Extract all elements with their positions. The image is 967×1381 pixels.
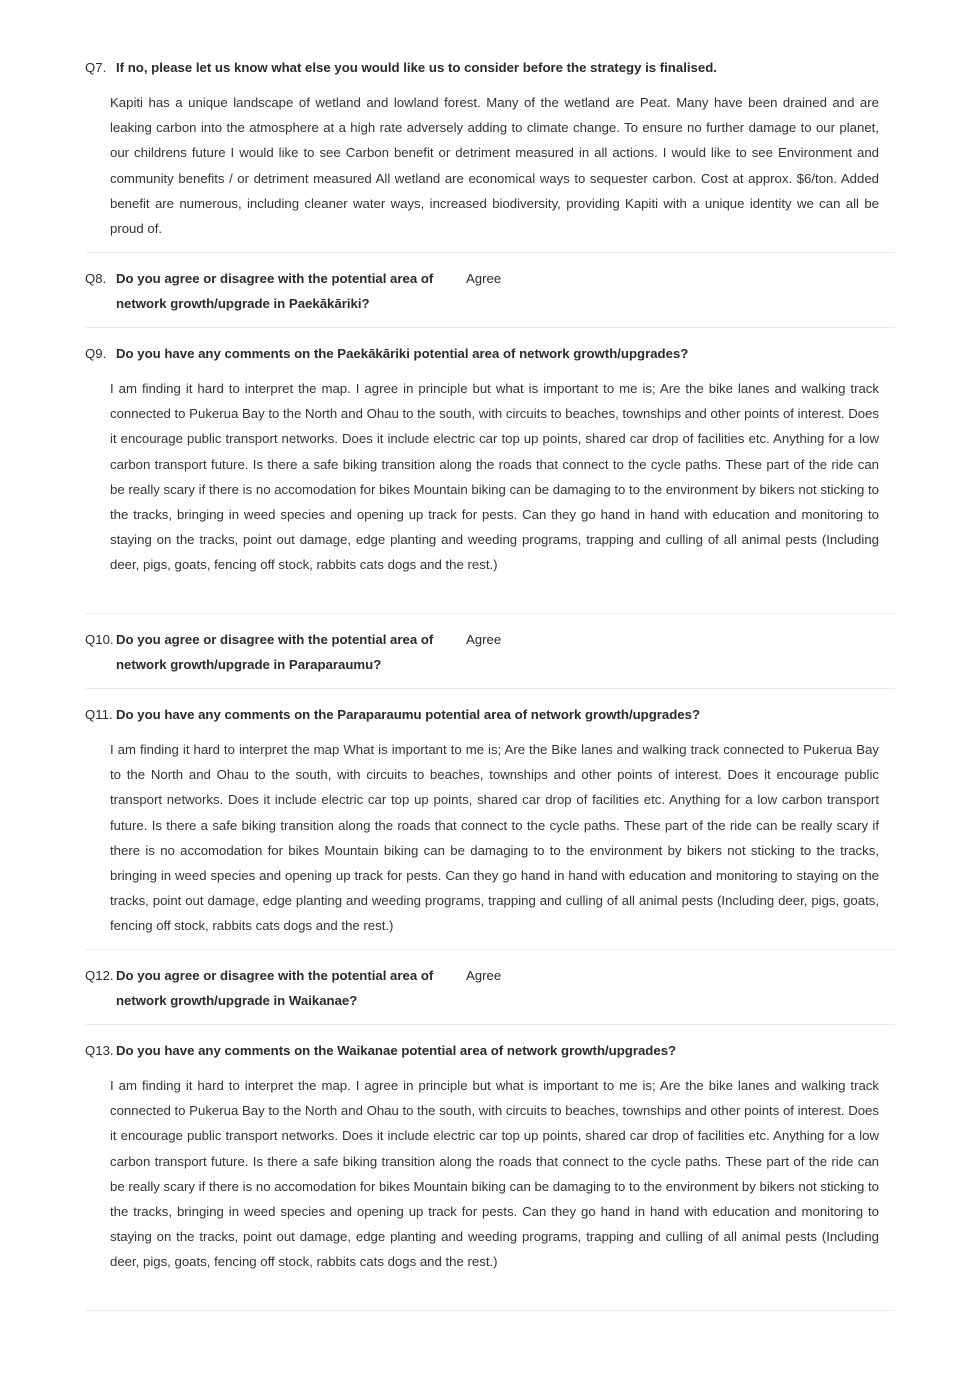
question-q11: [85, 702, 895, 939]
question-number: Q13.: [85, 1043, 114, 1058]
question-number: Q9.: [85, 346, 107, 361]
question-row: [85, 702, 895, 727]
question-text: Do you agree or disagree with the potential area of network growth/upgrade in Paekākāriki?: [116, 271, 434, 311]
question-number: Q12.: [85, 968, 114, 983]
question-text: Do you agree or disagree with the potential area of network growth/upgrade in Paraparaumu?: [116, 632, 434, 672]
divider: [85, 613, 895, 614]
answer-value: Agree: [466, 271, 502, 286]
question-row: [85, 55, 895, 80]
question-number: Q11.: [85, 707, 113, 722]
question-row: [85, 341, 895, 366]
question-row: [85, 627, 895, 677]
divider: [85, 949, 895, 950]
answer-text: Kapiti has a unique landscape of wetland and lowland forest. Many of the wetland are Peat. Many have been drained and are leaking carbon into the atmosphere at a high rate adversely adding to climate change. To ensure no further damage to our planet, our childrens future I would like to see Carbon benefit or detriment measured in all actions. I would like to see Environment and community benefits / or detriment measured All wetland are economical ways to sequester carbon. Cost at approx. $6/ton. Added benefit are numerous, including cleaner water ways, increased biodiversity, providing Kapiti with a unique identity we can all be proud of.: [110, 95, 879, 237]
answer-text: I am finding it hard to interpret the map. I agree in principle but what is important to me is; Are the bike lanes and walking track connected to Pukerua Bay to the North and Ohau to the south, with circuits to beaches, townships and other points of interest. Does it encourage public transport networks. Does it include electric car top up points, shared car drop of facilities etc. Anything for a low carbon transport future. Is there a safe biking transition along the roads that connect to the cycle paths. These part of the ride can be really scary if there is no accomodation for bikes Mountain biking can be damaging to to the environment by bikers not sticking to the tracks, bringing in weed species and opening up track for pests. Can they go hand in hand with education and monitoring to staying on the tracks, point out damage, edge planting and weeding programs, trapping and culling of all animal pests (Including deer, pigs, goats, fencing off stock, rabbits cats dogs and the rest.): [110, 381, 879, 573]
question-text: Do you have any comments on the Waikanae potential area of network growth/upgrades?: [116, 1043, 677, 1058]
answer-text: I am finding it hard to interpret the map. I agree in principle but what is important to me is; Are the bike lanes and walking track connected to Pukerua Bay to the North and Ohau to the south, with circuits to beaches, townships and other points of interest. Does it encourage public transport networks. Does it include electric car top up points, shared car drop of facilities etc. Anything for a low carbon transport future. Is there a safe biking transition along the roads that connect to the cycle paths. These part of the ride can be really scary if there is no accomodation for bikes Mountain biking can be damaging to to the environment by bikers not sticking to the tracks, bringing in weed species and opening up track for pests. Can they go hand in hand with education and monitoring to staying on the tracks, point out damage, edge planting and weeding programs, trapping and culling of all animal pests (Including deer, pigs, goats, fencing off stock, rabbits cats dogs and the rest.): [110, 1078, 879, 1270]
question-text: Do you agree or disagree with the potential area of network growth/upgrade in Waikanae?: [116, 968, 434, 1008]
question-text: Do you have any comments on the Paraparaumu potential area of network growth/upgrades?: [116, 707, 701, 722]
divider: [85, 1310, 895, 1311]
divider: [85, 327, 895, 328]
question-number: Q8.: [85, 271, 107, 286]
question-q12: [85, 963, 895, 1013]
answer-value: Agree: [466, 632, 502, 647]
question-q13: [85, 1038, 895, 1275]
question-number: Q7.: [85, 60, 107, 75]
question-row: [85, 963, 895, 1013]
question-q9: [85, 341, 895, 578]
question-text: Do you have any comments on the Paekākāriki potential area of network growth/upgrades?: [116, 346, 689, 361]
answer-text: I am finding it hard to interpret the map What is important to me is; Are the Bike lanes and walking track connected to Pukerua Bay to the North and Ohau to the south, with circuits to beaches, townships and other points of interest. Does it encourage public transport networks. Does it include electric car top up points, shared car drop of facilities etc. Anything for a low carbon transport future. Is there a safe biking transition along the roads that connect to the cycle paths. These part of the ride can be really scary if there is no accomodation for bikes Mountain biking can be damaging to to the environment by bikers not sticking to the tracks, bringing in weed species and opening up track for pests. Can they go hand in hand with education and monitoring to staying on the tracks, point out damage, edge planting and weeding programs, trapping and culling of all animal pests (Including deer, pigs, goats, fencing off stock, rabbits cats dogs and the rest.): [110, 742, 879, 934]
answer-value: Agree: [466, 968, 502, 983]
question-row: [85, 1038, 895, 1063]
question-q10: [85, 627, 895, 677]
divider: [85, 688, 895, 689]
question-text: If no, please let us know what else you would like us to consider before the strategy is finalised.: [116, 60, 717, 75]
question-row: [85, 266, 895, 316]
question-q7: [85, 55, 895, 241]
question-q8: [85, 266, 895, 316]
question-number: Q10.: [85, 632, 114, 647]
divider: [85, 252, 895, 253]
divider: [85, 1024, 895, 1025]
